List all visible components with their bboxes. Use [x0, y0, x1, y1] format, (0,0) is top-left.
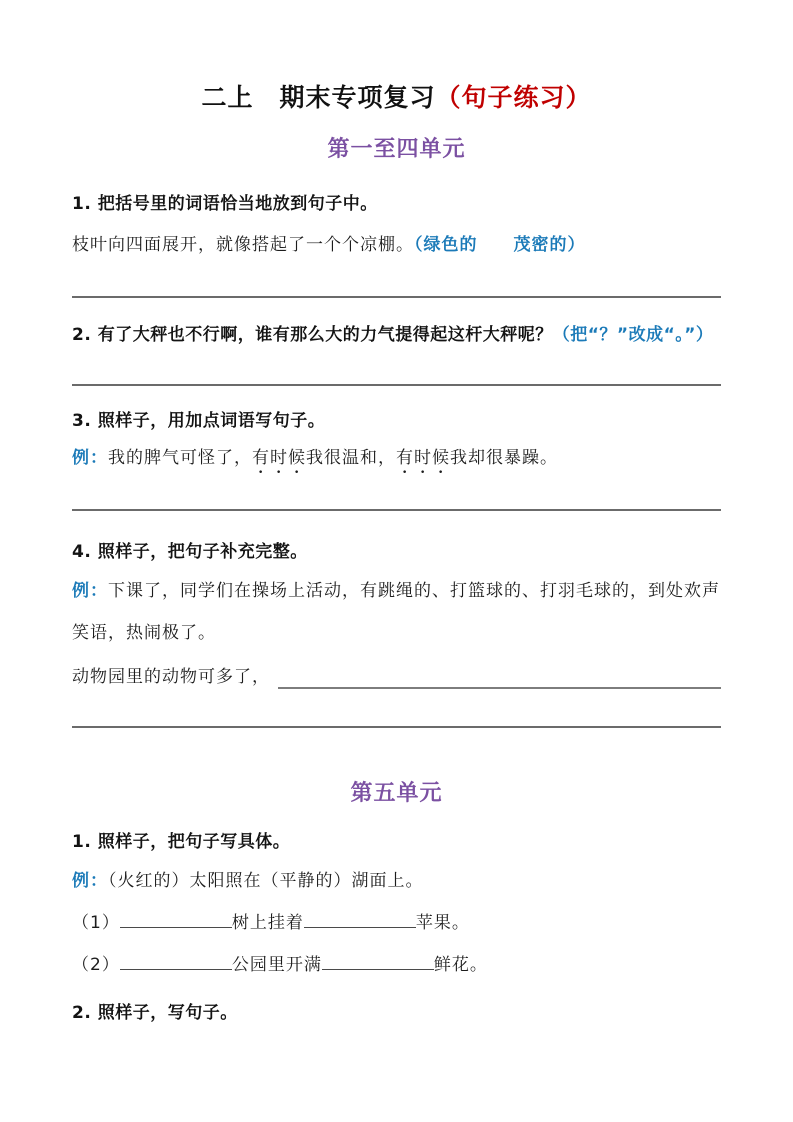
q4-prompt: 4. 照样子，把句子补充完整。	[72, 541, 308, 562]
page-title-highlight: （句子练习）	[435, 83, 592, 112]
q4-example	[72, 570, 721, 654]
q3-answer-line[interactable]	[72, 509, 721, 511]
q3-example-seg-5: 我却很暴躁。	[450, 447, 558, 468]
section-1-heading: 第一至四单元	[327, 136, 466, 162]
q1-sentence	[72, 224, 721, 266]
s2-q1-example	[72, 860, 721, 902]
s2-q1-item-2	[72, 944, 721, 986]
q1-answer-line[interactable]	[72, 296, 721, 298]
s2-q1-item-1	[72, 902, 721, 944]
q3-example	[72, 437, 721, 479]
s2-q2-prompt: 2. 照样子，写句子。	[72, 1002, 238, 1023]
s2-q1-item-1-mid: 树上挂着	[231, 912, 304, 933]
q4-example-text: 下课了，同学们在操场上活动，有跳绳的、打篮球的、打羽毛球的，到处欢声笑语，热闹极了。	[72, 580, 720, 643]
q4-fill-blank[interactable]	[278, 687, 721, 689]
s2-q1-item-1-number: （1）	[72, 912, 120, 933]
s2-q1-example-label: 例：	[72, 870, 108, 891]
s2-q1-example-text: （火红的）太阳照在（平静的）湖面上。	[108, 870, 424, 891]
q1-word-hint: （绿色的 茂密的）	[414, 234, 586, 255]
q4-fill-line	[72, 656, 721, 698]
q2-answer-line[interactable]	[72, 384, 721, 386]
q3-example-seg-3: 我很温和，	[306, 447, 396, 468]
q3-example-seg-1: 我的脾气可怪了，	[108, 447, 252, 468]
s2-q1-item-2-number: （2）	[72, 954, 120, 975]
q2-prompt	[72, 320, 721, 350]
page-title-main: 二上 期末专项复习	[201, 83, 436, 112]
q4-fill-prefix: 动物园里的动物可多了，	[72, 666, 270, 687]
s2-q1-item-2-blank-2[interactable]	[322, 967, 434, 970]
section-2-heading: 第五单元	[350, 780, 443, 806]
q1-prompt: 1. 把括号里的词语恰当地放到句子中。	[72, 193, 378, 214]
q3-example-seg-2-dotted: 有时候	[252, 447, 306, 468]
q2-hint: （把“？”改成“。”）	[552, 324, 714, 345]
s2-q1-item-2-end: 鲜花。	[433, 954, 488, 975]
q4-example-label: 例：	[72, 580, 108, 601]
s2-q1-prompt: 1. 照样子，把句子写具体。	[72, 831, 291, 852]
q3-example-seg-4-dotted: 有时候	[396, 447, 450, 468]
q3-example-label: 例：	[72, 447, 108, 468]
page-title	[72, 82, 721, 115]
s2-q1-item-1-blank-1[interactable]	[120, 925, 232, 928]
q2-prompt-text: 2. 有了大秤也不行啊，谁有那么大的力气提得起这杆大秤呢？	[72, 324, 553, 345]
s2-q1-item-1-blank-2[interactable]	[304, 925, 416, 928]
s2-q1-item-2-mid: 公园里开满	[231, 954, 322, 975]
q4-answer-line[interactable]	[72, 726, 721, 728]
q1-sentence-text: 枝叶向四面展开，就像搭起了一个个凉棚。	[72, 234, 414, 255]
s2-q1-item-2-blank-1[interactable]	[120, 967, 232, 970]
q3-prompt: 3. 照样子，用加点词语写句子。	[72, 410, 326, 431]
s2-q1-item-1-end: 苹果。	[415, 912, 470, 933]
